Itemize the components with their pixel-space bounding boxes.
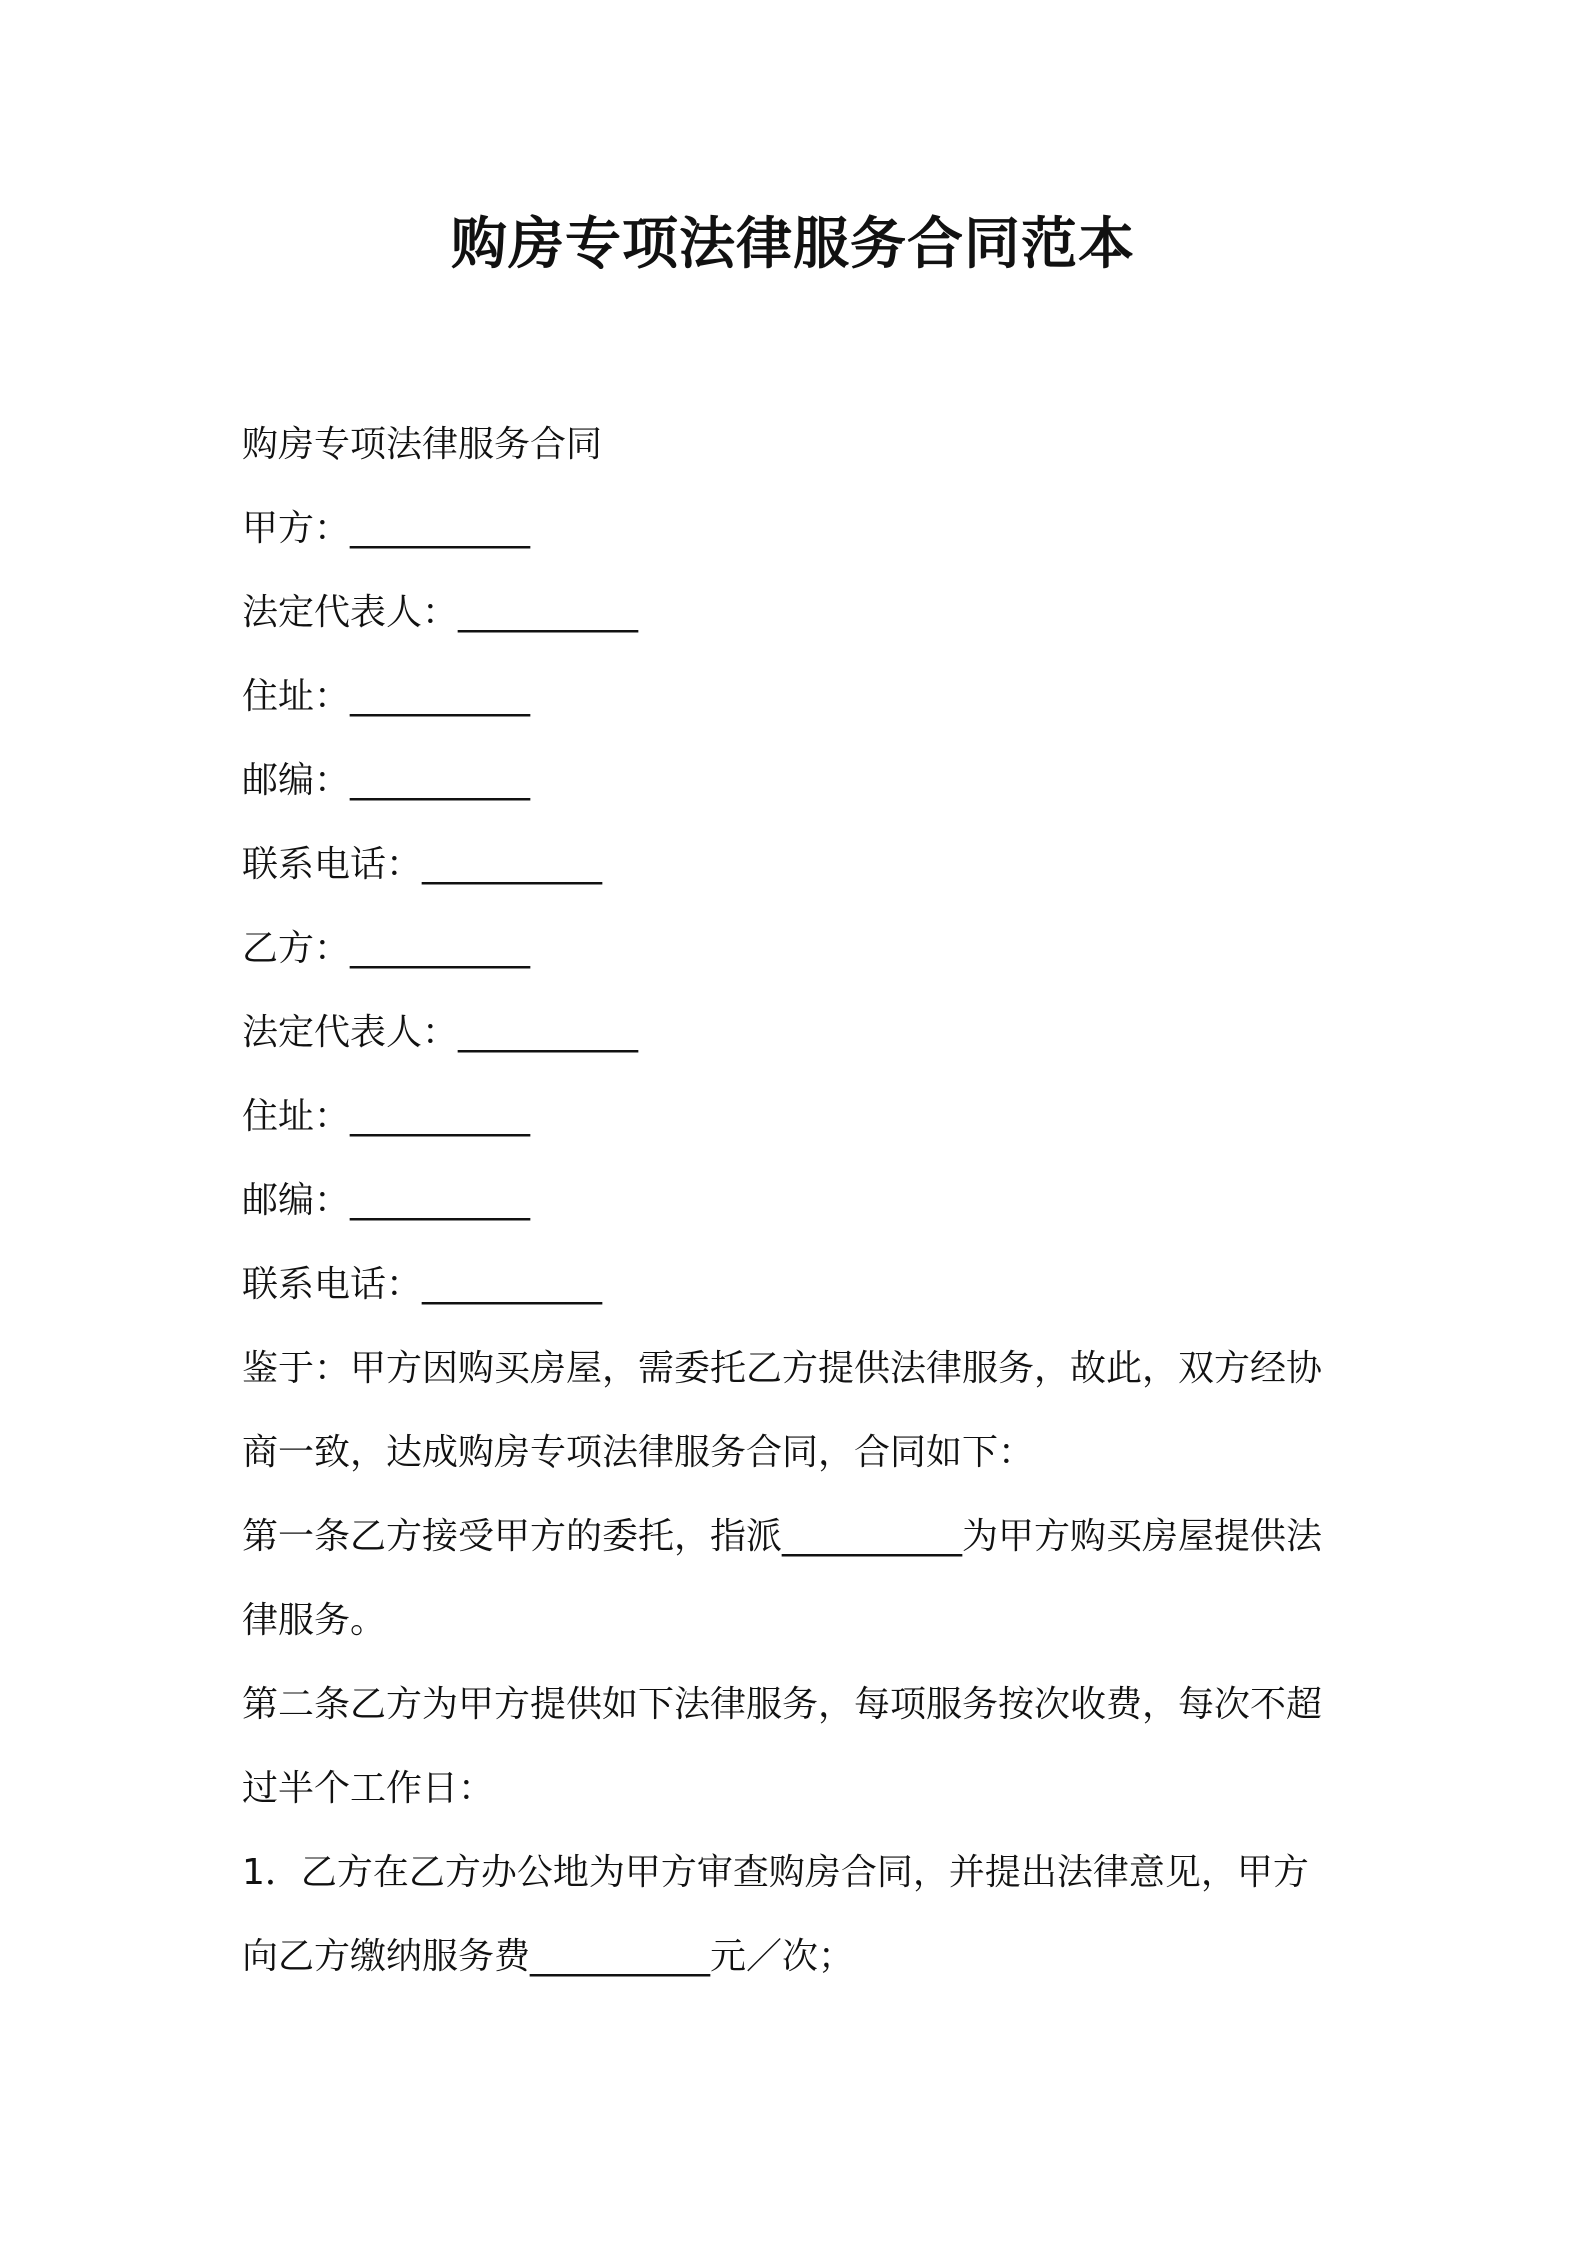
service-item-1-line-2: 向乙方缴纳服务费__________元／次； bbox=[242, 1936, 855, 1977]
contract-heading: 购房专项法律服务合同 bbox=[242, 424, 603, 465]
party-a-address-line: 住址：__________ bbox=[242, 676, 531, 717]
party-a-line: 甲方：__________ bbox=[242, 508, 531, 549]
party-a-phone-line: 联系电话：__________ bbox=[242, 844, 603, 885]
party-b-postcode-line: 邮编：__________ bbox=[242, 1180, 531, 1221]
party-b-address-line: 住址：__________ bbox=[242, 1096, 531, 1137]
article-1-line-2: 律服务。 bbox=[242, 1600, 387, 1641]
article-1-line-1: 第一条乙方接受甲方的委托，指派__________为甲方购买房屋提供法 bbox=[242, 1516, 1323, 1557]
party-b-line: 乙方：__________ bbox=[242, 928, 531, 969]
service-item-1-line-1: 1．乙方在乙方办公地为甲方审查购房合同，并提出法律意见，甲方 bbox=[242, 1852, 1309, 1893]
preamble-line-2: 商一致，达成购房专项法律服务合同，合同如下： bbox=[242, 1432, 1035, 1473]
party-b-phone-line: 联系电话：__________ bbox=[242, 1264, 603, 1305]
party-a-representative-line: 法定代表人：__________ bbox=[242, 592, 639, 633]
preamble-line-1: 鉴于：甲方因购买房屋，需委托乙方提供法律服务，故此，双方经协 bbox=[242, 1348, 1323, 1389]
party-a-postcode-line: 邮编：__________ bbox=[242, 760, 531, 801]
article-2-line-2: 过半个工作日： bbox=[242, 1768, 495, 1809]
document-title: 购房专项法律服务合同范本 bbox=[451, 212, 1135, 277]
party-b-representative-line: 法定代表人：__________ bbox=[242, 1012, 639, 1053]
article-2-line-1: 第二条乙方为甲方提供如下法律服务，每项服务按次收费，每次不超 bbox=[242, 1684, 1323, 1725]
document-body bbox=[242, 403, 1362, 1999]
